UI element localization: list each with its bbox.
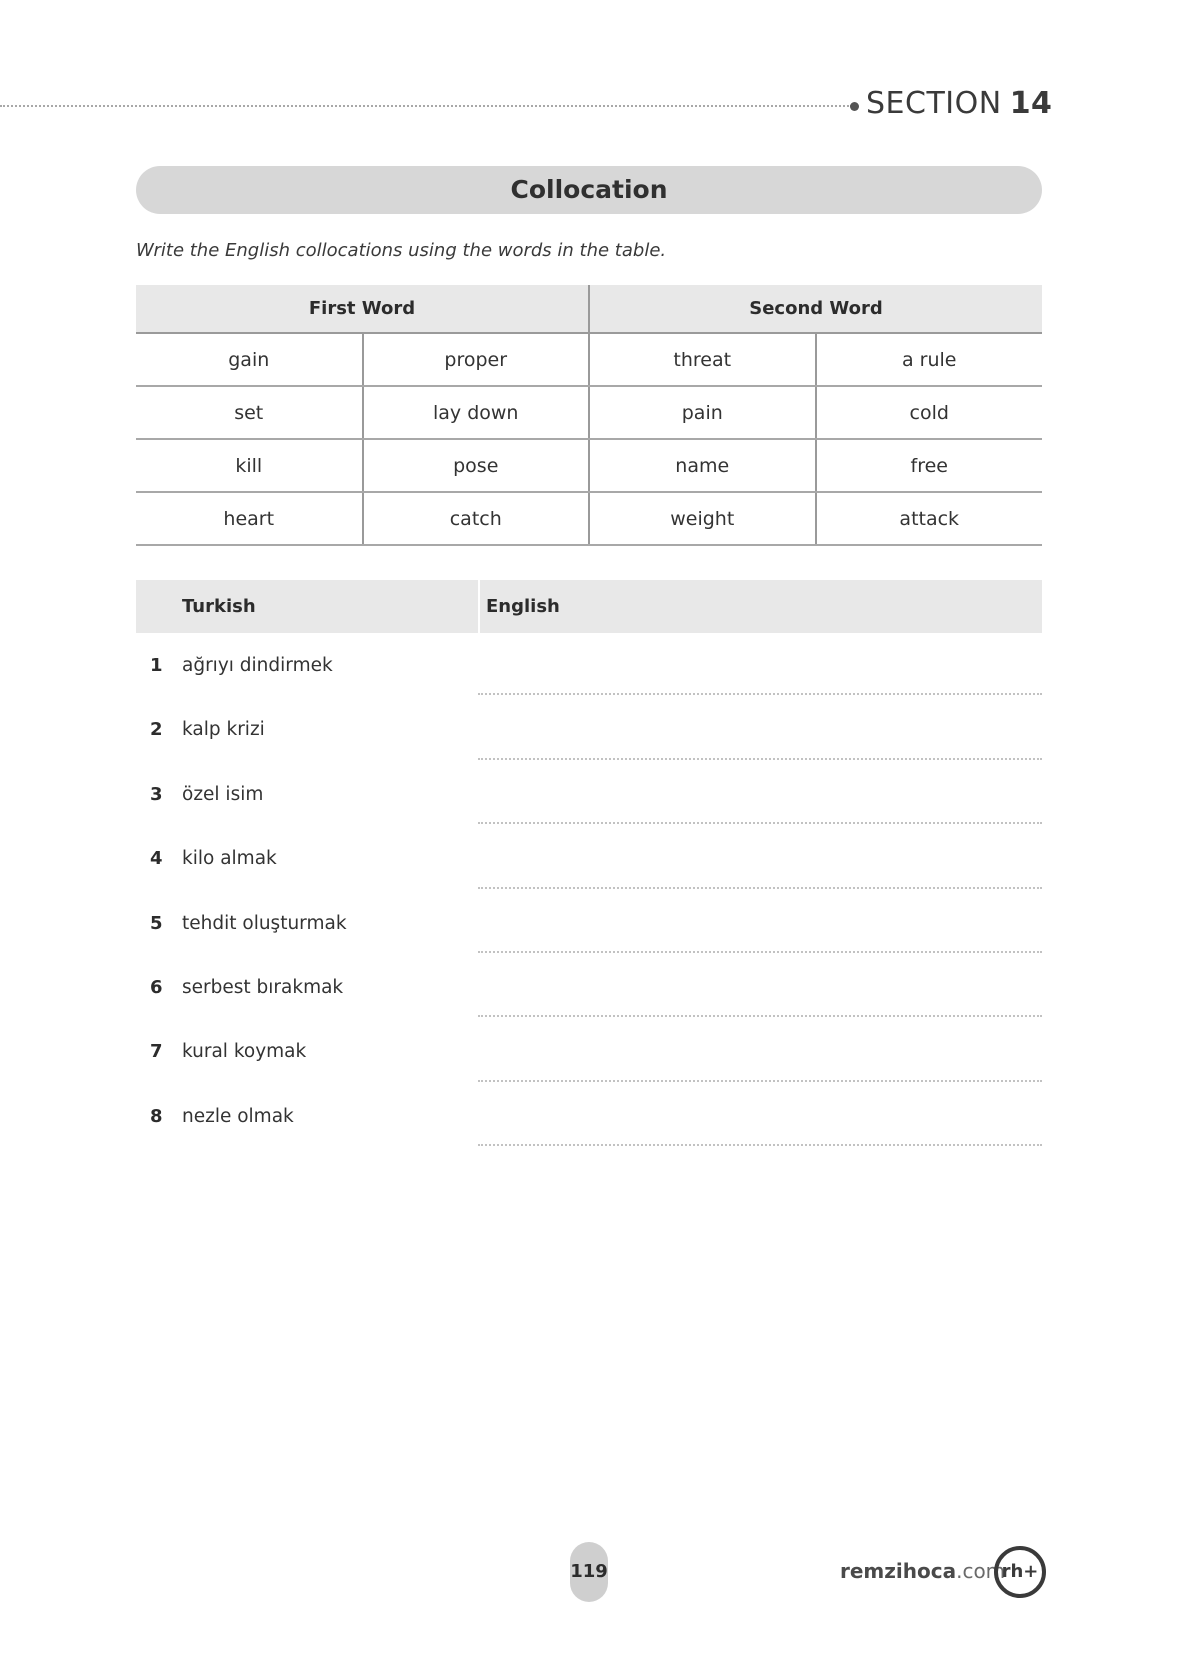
list-item [136,1019,1042,1083]
table-row [136,333,1042,386]
turkish-phrase: tehdit oluşturmak [182,912,347,934]
list-item [136,955,1042,1019]
header-bullet [850,102,859,111]
table-cell: a rule [816,333,1043,386]
second-word-header: Second Word [589,285,1042,333]
table-cell: gain [136,333,363,386]
item-number: 2 [150,719,163,741]
item-number: 4 [150,848,163,870]
table-cell: pain [589,386,816,439]
table-cell: set [136,386,363,439]
table-row [136,386,1042,439]
section-word: SECTION [866,86,1002,121]
english-answer-line[interactable] [478,821,1042,824]
list-item [136,633,1042,697]
english-answer-line[interactable] [478,1143,1042,1146]
page-number: 119 [570,1542,608,1602]
word-table [136,285,1042,546]
brand-logo-icon: rh+ [994,1546,1046,1598]
turkish-phrase: serbest bırakmak [182,976,344,998]
item-number: 8 [150,1105,163,1127]
table-cell: attack [816,492,1043,545]
english-answer-line[interactable] [478,1079,1042,1082]
turkish-column-header: Turkish [182,596,256,617]
table-cell: cold [816,386,1043,439]
table-cell: lay down [363,386,590,439]
item-number: 6 [150,976,163,998]
table-cell: catch [363,492,590,545]
brand-name-strong: remzihoca [840,1559,957,1583]
table-cell: heart [136,492,363,545]
brand-name-domain: .com [956,1559,1006,1583]
table-cell: name [589,439,816,492]
table-cell: threat [589,333,816,386]
translation-header [136,580,1042,633]
brand-name [840,1557,1005,1585]
turkish-phrase: kilo almak [182,848,277,870]
english-column-header: English [486,596,560,617]
english-answer-line[interactable] [478,1014,1042,1017]
table-cell: kill [136,439,363,492]
english-answer-line[interactable] [478,950,1042,953]
translation-list [136,633,1042,1148]
section-label [866,86,1052,122]
page-title: Collocation [136,166,1042,214]
english-answer-line[interactable] [478,692,1042,695]
table-cell: proper [363,333,590,386]
turkish-phrase: ağrıyı dindirmek [182,655,333,676]
turkish-phrase: özel isim [182,783,264,805]
item-number: 7 [150,1041,163,1063]
word-table-header-row [136,285,1042,333]
english-answer-line[interactable] [478,886,1042,889]
turkish-phrase: nezle olmak [182,1105,294,1127]
table-row [136,439,1042,492]
turkish-phrase: kalp krizi [182,719,265,741]
table-cell: pose [363,439,590,492]
exercise-instruction: Write the English collocations using the words in the table. [136,240,667,261]
list-item [136,891,1042,955]
item-number: 3 [150,783,163,805]
column-divider [478,580,480,633]
item-number: 1 [150,655,163,676]
section-number: 14 [1009,86,1053,121]
list-item [136,697,1042,761]
table-cell: free [816,439,1043,492]
header-dotted-rule [0,105,852,107]
list-item [136,826,1042,890]
table-row [136,492,1042,545]
first-word-header: First Word [136,285,589,333]
list-item [136,762,1042,826]
list-item [136,1084,1042,1148]
turkish-phrase: kural koymak [182,1041,307,1063]
item-number: 5 [150,912,163,934]
table-cell: weight [589,492,816,545]
english-answer-line[interactable] [478,757,1042,760]
